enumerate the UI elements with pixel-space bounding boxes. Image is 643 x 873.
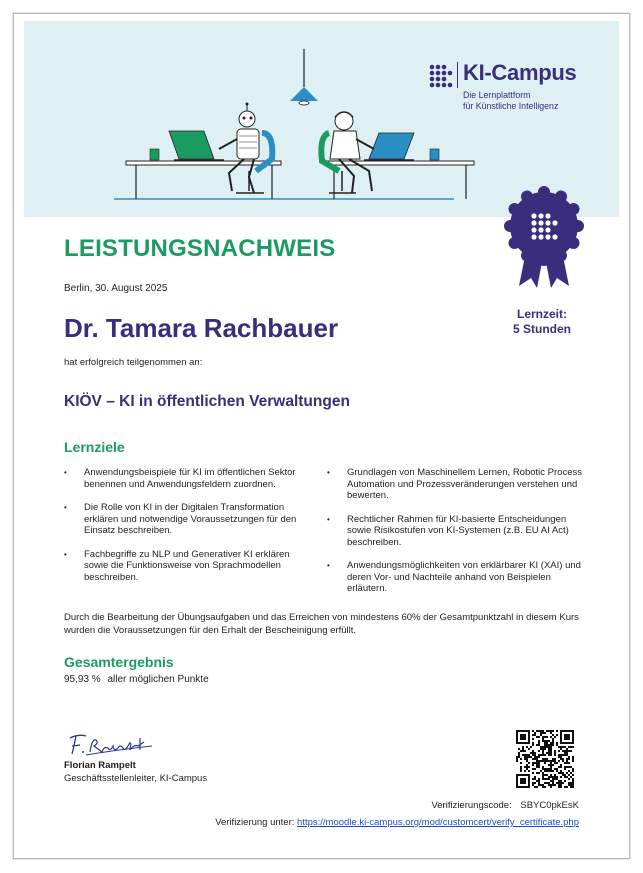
- result-value: 95,93 %: [64, 674, 101, 685]
- lernziele-list-left: [64, 467, 316, 595]
- brand-name: KI-Campus: [463, 60, 577, 85]
- result-suffix: aller möglichen Punkte: [107, 674, 209, 685]
- certificate-frame: [13, 13, 630, 859]
- logo-separator: [457, 62, 458, 88]
- verification-code-label: Verifizierungscode:: [431, 800, 512, 811]
- verification-url-label: Verifizierung unter:: [215, 817, 295, 828]
- list-item: • Rechtlicher Rahmen für KI-basierte Entscheidungen sowie Risikostufen von KI-Systemen (z.B. EU AI Act) beschreiben.: [327, 514, 583, 549]
- lernzeit-value: 5 Stunden: [512, 322, 571, 336]
- ki-campus-logo: [429, 60, 577, 111]
- signatory-name: Florian Rampelt: [64, 760, 136, 771]
- qr-code-icon: [516, 730, 574, 788]
- participation-text: hat erfolgreich teilgenommen an:: [64, 357, 203, 368]
- lernzeit: [494, 307, 590, 337]
- lernzeit-label: Lernzeit:: [516, 307, 567, 321]
- place-date: Berlin, 30. August 2025: [64, 283, 168, 294]
- verification-code: SBYC0pkEsK: [520, 800, 579, 811]
- result-line: [64, 674, 209, 685]
- verification-qr-code: [516, 730, 574, 793]
- ki-campus-logo-icon: [429, 64, 453, 88]
- certificate-title: LEISTUNGSNACHWEIS: [64, 235, 336, 262]
- list-item: • Anwendungsmöglichkeiten von erklärbarer KI (XAI) und deren Vor- und Nachteile anhand von Beispielen erläutern.: [327, 560, 583, 595]
- conditions-text: Durch die Bearbeitung der Übungsaufgaben und das Erreichen von mindestens 60% der Gesamtpunktzahl in diesem Kurs wurden die Voraussetzungen für den Erhalt der Bescheinigung erfüllt.: [64, 612, 579, 636]
- recipient-name: Dr. Tamara Rachbauer: [64, 313, 339, 343]
- list-item: • Anwendungsbeispiele für KI im öffentlichen Sektor benennen und Anwendungsfeldern zuordnen.: [64, 467, 316, 490]
- course-title: KIÖV – KI in öffentlichen Verwaltungen: [64, 393, 350, 410]
- lernziele-heading: Lernziele: [64, 439, 125, 455]
- signatory-role: Geschäftsstellenleiter, KI-Campus: [64, 773, 208, 784]
- list-item: • Grundlagen von Maschinellem Lernen, Robotic Process Automation und Prozessveränderungen verstehen und bewerten.: [327, 467, 583, 502]
- result-heading: Gesamtergebnis: [64, 654, 174, 670]
- badge-seal-icon: [500, 186, 588, 288]
- brand-tagline: Die Lernplattform für Künstliche Intelligenz: [463, 90, 559, 111]
- signature: [66, 730, 156, 763]
- verification-link[interactable]: https://moodle.ki-campus.org/mod/customcert/verify_certificate.php: [297, 817, 579, 828]
- lernziele-list-right: [327, 467, 583, 607]
- certificate-badge: [500, 186, 588, 293]
- verification-url-line: [215, 817, 579, 828]
- handwritten-signature: [66, 730, 156, 758]
- list-item: • Die Rolle von KI in der Digitalen Transformation erklären und notwendige Voraussetzungen für den Einsatz beschreiben.: [64, 502, 316, 537]
- verification-code-line: [431, 800, 579, 811]
- list-item: • Fachbegriffe zu NLP und Generativer KI erklären sowie die Funktionsweise von Sprachmodellen beschreiben.: [64, 549, 316, 584]
